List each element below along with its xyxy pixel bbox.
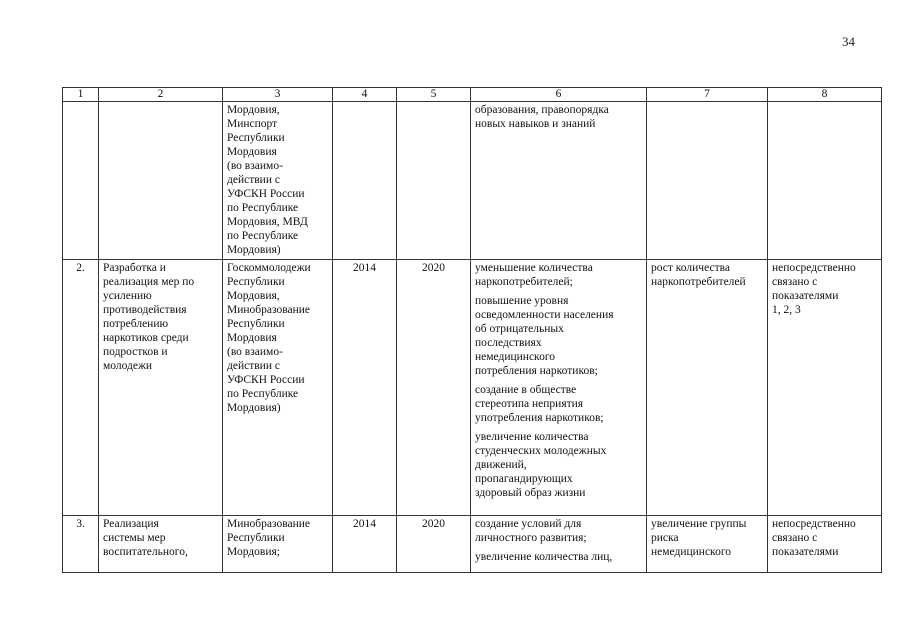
result-item: создание условий для личностного развития;: [475, 518, 587, 544]
header-col-2: 2: [99, 88, 223, 102]
start-year-cell: 2014: [333, 260, 397, 516]
result-item: уменьшение количества наркопотребителей;: [475, 262, 593, 288]
executors-cell: Минобразование Республики Мордовия;: [223, 516, 333, 573]
results-cell: [471, 260, 647, 516]
end-year-cell: 2020: [397, 516, 471, 573]
result-item: повышение уровня осведомленности населения об отрицательных последствиях немедицинского потребления наркотиков;: [475, 295, 614, 377]
table-header: [63, 88, 882, 102]
header-col-7: 7: [647, 88, 768, 102]
result-item: увеличение количества лиц,: [475, 551, 613, 563]
relation-cell: [768, 102, 882, 260]
start-year-cell: 2014: [333, 516, 397, 573]
table-row: [63, 260, 882, 516]
table-row: [63, 102, 882, 260]
relation-cell: непосредственно связано с показателями: [768, 516, 882, 573]
table-row: [63, 516, 882, 573]
header-col-1: 1: [63, 88, 99, 102]
executors-cell: Госкоммолодежи Республики Мордовия, Минобразование Республики Мордовия (во взаимо- действии с УФСКН России по Республике Мордовия): [223, 260, 333, 516]
activity-cell: Реализация системы мер воспитательного,: [99, 516, 223, 573]
consequences-cell: рост количества наркопотребителей: [647, 260, 768, 516]
result-item: создание в обществе стереотипа неприятия употребления наркотиков;: [475, 384, 604, 424]
consequences-cell: [647, 102, 768, 260]
header-col-3: 3: [223, 88, 333, 102]
header-col-6: 6: [471, 88, 647, 102]
results-cell: [471, 516, 647, 573]
activity-cell: Разработка и реализация мер по усилению противодействия потреблению наркотиков среди подростков и молодежи: [99, 260, 223, 516]
results-cell: [471, 102, 647, 260]
program-table: [62, 87, 882, 573]
end-year-cell: 2020: [397, 260, 471, 516]
relation-cell: непосредственно связано с показателями 1, 2, 3: [768, 260, 882, 516]
row-number: [63, 102, 99, 260]
header-col-4: 4: [333, 88, 397, 102]
row-number: 3.: [63, 516, 99, 573]
header-row: [63, 88, 882, 102]
result-item: увеличение количества студенческих молодежных движений, пропагандирующих здоровый образ жизни: [475, 431, 607, 499]
start-year-cell: [333, 102, 397, 260]
consequences-cell: увеличение группы риска немедицинского: [647, 516, 768, 573]
header-col-8: 8: [768, 88, 882, 102]
header-col-5: 5: [397, 88, 471, 102]
end-year-cell: [397, 102, 471, 260]
row-number: 2.: [63, 260, 99, 516]
executors-cell: Мордовия, Минспорт Республики Мордовия (во взаимо- действии с УФСКН России по Республике Мордовия, МВД по Республике Мордовия): [223, 102, 333, 260]
result-item: образования, правопорядка новых навыков и знаний: [475, 104, 609, 130]
activity-cell: [99, 102, 223, 260]
page-number: 34: [842, 34, 855, 49]
